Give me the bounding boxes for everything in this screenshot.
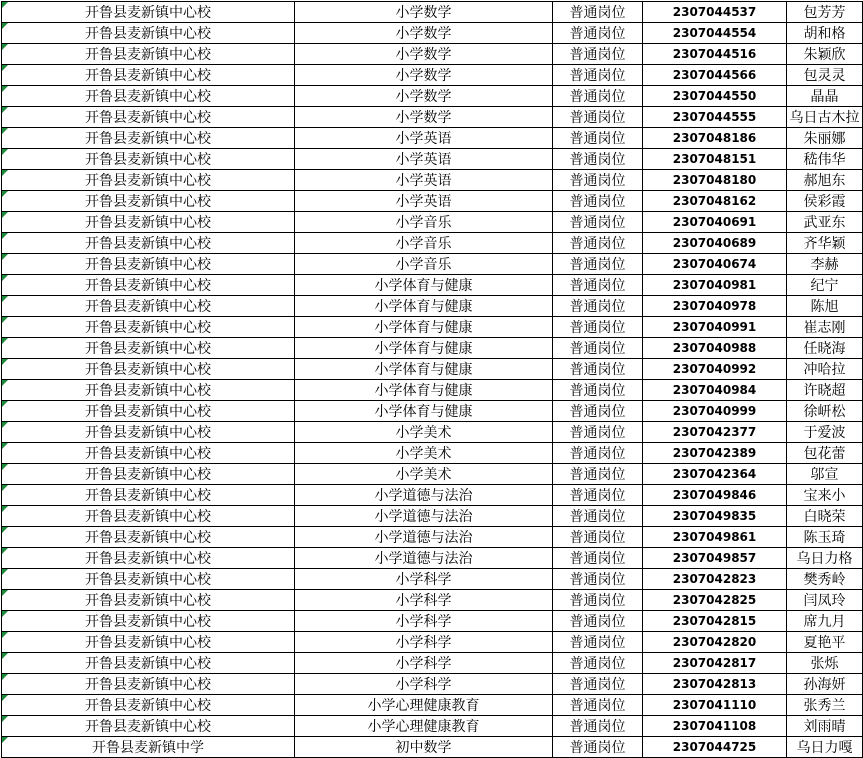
table-row (2, 317, 863, 338)
name-cell[interactable]: 于爱波 (787, 422, 863, 443)
subject-cell[interactable]: 小学道德与法治 (295, 527, 553, 548)
name-cell[interactable]: 晶晶 (787, 86, 863, 107)
school-cell[interactable]: 开鲁县麦新镇中心校 (2, 443, 295, 464)
results-table (1, 1, 863, 758)
position-type-cell[interactable]: 普通岗位 (553, 338, 643, 359)
exam-number-cell[interactable]: 2307044516 (643, 44, 787, 65)
position-type-cell[interactable]: 普通岗位 (553, 422, 643, 443)
school-cell[interactable]: 开鲁县麦新镇中心校 (2, 212, 295, 233)
position-type-cell[interactable]: 普通岗位 (553, 254, 643, 275)
position-type-cell[interactable]: 普通岗位 (553, 443, 643, 464)
exam-number-cell[interactable]: 2307044725 (643, 737, 787, 758)
table-row (2, 254, 863, 275)
table-row (2, 695, 863, 716)
table-row (2, 569, 863, 590)
position-type-cell[interactable]: 普通岗位 (553, 380, 643, 401)
subject-cell[interactable]: 小学科学 (295, 632, 553, 653)
table-row (2, 359, 863, 380)
school-cell[interactable]: 开鲁县麦新镇中心校 (2, 527, 295, 548)
exam-number-cell[interactable]: 2307042364 (643, 464, 787, 485)
school-cell[interactable]: 开鲁县麦新镇中心校 (2, 401, 295, 422)
school-cell[interactable]: 开鲁县麦新镇中心校 (2, 695, 295, 716)
name-cell[interactable]: 纪宁 (787, 275, 863, 296)
subject-cell[interactable]: 小学体育与健康 (295, 359, 553, 380)
school-cell[interactable]: 开鲁县麦新镇中心校 (2, 338, 295, 359)
subject-cell[interactable]: 小学数学 (295, 44, 553, 65)
position-type-cell[interactable]: 普通岗位 (553, 86, 643, 107)
table-row (2, 44, 863, 65)
position-type-cell[interactable]: 普通岗位 (553, 464, 643, 485)
exam-number-cell[interactable]: 2307042817 (643, 653, 787, 674)
position-type-cell[interactable]: 普通岗位 (553, 107, 643, 128)
position-type-cell[interactable]: 普通岗位 (553, 65, 643, 86)
table-row (2, 590, 863, 611)
table-row (2, 422, 863, 443)
table-row (2, 149, 863, 170)
school-cell[interactable]: 开鲁县麦新镇中心校 (2, 590, 295, 611)
name-cell[interactable]: 徐岍松 (787, 401, 863, 422)
position-type-cell[interactable]: 普通岗位 (553, 695, 643, 716)
name-cell[interactable]: 许晓超 (787, 380, 863, 401)
name-cell[interactable]: 包灵灵 (787, 65, 863, 86)
subject-cell[interactable]: 小学道德与法治 (295, 548, 553, 569)
table-row (2, 86, 863, 107)
name-cell[interactable]: 朱丽娜 (787, 128, 863, 149)
subject-cell[interactable]: 小学道德与法治 (295, 506, 553, 527)
exam-number-cell[interactable]: 2307040691 (643, 212, 787, 233)
exam-number-cell[interactable]: 2307048186 (643, 128, 787, 149)
name-cell[interactable]: 朱颖欣 (787, 44, 863, 65)
name-cell[interactable]: 刘雨晴 (787, 716, 863, 737)
table-row (2, 443, 863, 464)
school-cell[interactable]: 开鲁县麦新镇中心校 (2, 128, 295, 149)
school-cell[interactable]: 开鲁县麦新镇中心校 (2, 191, 295, 212)
position-type-cell[interactable]: 普通岗位 (553, 191, 643, 212)
table-row (2, 611, 863, 632)
subject-cell[interactable]: 小学体育与健康 (295, 338, 553, 359)
exam-number-cell[interactable]: 2307042823 (643, 569, 787, 590)
position-type-cell[interactable]: 普通岗位 (553, 401, 643, 422)
name-cell[interactable]: 李赫 (787, 254, 863, 275)
table-row (2, 485, 863, 506)
table-row (2, 548, 863, 569)
table-row (2, 23, 863, 44)
subject-cell[interactable]: 小学美术 (295, 422, 553, 443)
exam-number-cell[interactable]: 2307042389 (643, 443, 787, 464)
name-cell[interactable]: 樊秀岭 (787, 569, 863, 590)
subject-cell[interactable]: 小学体育与健康 (295, 401, 553, 422)
exam-number-cell[interactable]: 2307044554 (643, 23, 787, 44)
school-cell[interactable]: 开鲁县麦新镇中心校 (2, 170, 295, 191)
position-type-cell[interactable]: 普通岗位 (553, 317, 643, 338)
position-type-cell[interactable]: 普通岗位 (553, 233, 643, 254)
school-cell[interactable]: 开鲁县麦新镇中心校 (2, 653, 295, 674)
table-row (2, 191, 863, 212)
name-cell[interactable]: 侯彩霞 (787, 191, 863, 212)
position-type-cell[interactable]: 普通岗位 (553, 212, 643, 233)
exam-number-cell[interactable]: 2307040981 (643, 275, 787, 296)
table-row (2, 338, 863, 359)
name-cell[interactable]: 张秀兰 (787, 695, 863, 716)
exam-number-cell[interactable]: 2307041108 (643, 716, 787, 737)
table-row (2, 527, 863, 548)
school-cell[interactable]: 开鲁县麦新镇中心校 (2, 44, 295, 65)
school-cell[interactable]: 开鲁县麦新镇中心校 (2, 611, 295, 632)
school-cell[interactable]: 开鲁县麦新镇中心校 (2, 506, 295, 527)
name-cell[interactable]: 邬宣 (787, 464, 863, 485)
table-row (2, 737, 863, 758)
position-type-cell[interactable]: 普通岗位 (553, 485, 643, 506)
position-type-cell[interactable]: 普通岗位 (553, 632, 643, 653)
school-cell[interactable]: 开鲁县麦新镇中心校 (2, 86, 295, 107)
subject-cell[interactable]: 小学科学 (295, 590, 553, 611)
table-row (2, 65, 863, 86)
exam-number-cell[interactable]: 2307048162 (643, 191, 787, 212)
subject-cell[interactable]: 小学音乐 (295, 254, 553, 275)
position-type-cell[interactable]: 普通岗位 (553, 149, 643, 170)
position-type-cell[interactable]: 普通岗位 (553, 23, 643, 44)
subject-cell[interactable]: 小学科学 (295, 674, 553, 695)
table-row (2, 296, 863, 317)
exam-number-cell[interactable]: 2307040988 (643, 338, 787, 359)
exam-number-cell[interactable]: 2307040999 (643, 401, 787, 422)
name-cell[interactable]: 任晓海 (787, 338, 863, 359)
exam-number-cell[interactable]: 2307040992 (643, 359, 787, 380)
subject-cell[interactable]: 小学体育与健康 (295, 380, 553, 401)
school-cell[interactable]: 开鲁县麦新镇中心校 (2, 464, 295, 485)
subject-cell[interactable]: 小学英语 (295, 191, 553, 212)
subject-cell[interactable]: 小学心理健康教育 (295, 716, 553, 737)
exam-number-cell[interactable]: 2307044550 (643, 86, 787, 107)
name-cell[interactable]: 胡和格 (787, 23, 863, 44)
table-row (2, 233, 863, 254)
school-cell[interactable]: 开鲁县麦新镇中心校 (2, 317, 295, 338)
table-row (2, 464, 863, 485)
school-cell[interactable]: 开鲁县麦新镇中学 (2, 737, 295, 758)
name-cell[interactable]: 乌日古木拉 (787, 107, 863, 128)
exam-number-cell[interactable]: 2307044555 (643, 107, 787, 128)
position-type-cell[interactable]: 普通岗位 (553, 2, 643, 23)
exam-number-cell[interactable]: 2307042815 (643, 611, 787, 632)
exam-number-cell[interactable]: 2307048180 (643, 170, 787, 191)
name-cell[interactable]: 陈玉琦 (787, 527, 863, 548)
name-cell[interactable]: 席九月 (787, 611, 863, 632)
table-row (2, 275, 863, 296)
school-cell[interactable]: 开鲁县麦新镇中心校 (2, 23, 295, 44)
subject-cell[interactable]: 初中数学 (295, 737, 553, 758)
table-row (2, 380, 863, 401)
exam-number-cell[interactable]: 2307040689 (643, 233, 787, 254)
name-cell[interactable]: 嵇伟华 (787, 149, 863, 170)
school-cell[interactable]: 开鲁县麦新镇中心校 (2, 65, 295, 86)
school-cell[interactable]: 开鲁县麦新镇中心校 (2, 2, 295, 23)
table-row (2, 401, 863, 422)
exam-number-cell[interactable]: 2307049857 (643, 548, 787, 569)
position-type-cell[interactable]: 普通岗位 (553, 569, 643, 590)
exam-number-cell[interactable]: 2307044566 (643, 65, 787, 86)
school-cell[interactable]: 开鲁县麦新镇中心校 (2, 548, 295, 569)
school-cell[interactable]: 开鲁县麦新镇中心校 (2, 275, 295, 296)
table-row (2, 716, 863, 737)
exam-number-cell[interactable]: 2307042377 (643, 422, 787, 443)
subject-cell[interactable]: 小学科学 (295, 653, 553, 674)
subject-cell[interactable]: 小学科学 (295, 569, 553, 590)
school-cell[interactable]: 开鲁县麦新镇中心校 (2, 359, 295, 380)
exam-number-cell[interactable]: 2307042813 (643, 674, 787, 695)
position-type-cell[interactable]: 普通岗位 (553, 653, 643, 674)
exam-number-cell[interactable]: 2307040991 (643, 317, 787, 338)
name-cell[interactable]: 乌日力嘎 (787, 737, 863, 758)
subject-cell[interactable]: 小学体育与健康 (295, 296, 553, 317)
exam-number-cell[interactable]: 2307040674 (643, 254, 787, 275)
subject-cell[interactable]: 小学科学 (295, 611, 553, 632)
name-cell[interactable]: 宝来小 (787, 485, 863, 506)
name-cell[interactable]: 包花蕾 (787, 443, 863, 464)
school-cell[interactable]: 开鲁县麦新镇中心校 (2, 254, 295, 275)
school-cell[interactable]: 开鲁县麦新镇中心校 (2, 149, 295, 170)
school-cell[interactable]: 开鲁县麦新镇中心校 (2, 716, 295, 737)
exam-number-cell[interactable]: 2307041110 (643, 695, 787, 716)
exam-number-cell[interactable]: 2307042820 (643, 632, 787, 653)
table-row (2, 107, 863, 128)
school-cell[interactable]: 开鲁县麦新镇中心校 (2, 632, 295, 653)
position-type-cell[interactable]: 普通岗位 (553, 506, 643, 527)
name-cell[interactable]: 白晓荣 (787, 506, 863, 527)
exam-number-cell[interactable]: 2307049861 (643, 527, 787, 548)
position-type-cell[interactable]: 普通岗位 (553, 590, 643, 611)
name-cell[interactable]: 冲哈拉 (787, 359, 863, 380)
position-type-cell[interactable]: 普通岗位 (553, 716, 643, 737)
table-row (2, 170, 863, 191)
subject-cell[interactable]: 小学数学 (295, 107, 553, 128)
school-cell[interactable]: 开鲁县麦新镇中心校 (2, 674, 295, 695)
table-row (2, 674, 863, 695)
name-cell[interactable]: 陈旭 (787, 296, 863, 317)
subject-cell[interactable]: 小学美术 (295, 443, 553, 464)
table-row (2, 128, 863, 149)
exam-number-cell[interactable]: 2307040978 (643, 296, 787, 317)
position-type-cell[interactable]: 普通岗位 (553, 527, 643, 548)
subject-cell[interactable]: 小学英语 (295, 128, 553, 149)
table-row (2, 653, 863, 674)
position-type-cell[interactable]: 普通岗位 (553, 737, 643, 758)
subject-cell[interactable]: 小学美术 (295, 464, 553, 485)
name-cell[interactable]: 闫凤玲 (787, 590, 863, 611)
position-type-cell[interactable]: 普通岗位 (553, 128, 643, 149)
subject-cell[interactable]: 小学英语 (295, 149, 553, 170)
school-cell[interactable]: 开鲁县麦新镇中心校 (2, 569, 295, 590)
subject-cell[interactable]: 小学数学 (295, 86, 553, 107)
subject-cell[interactable]: 小学数学 (295, 2, 553, 23)
school-cell[interactable]: 开鲁县麦新镇中心校 (2, 422, 295, 443)
subject-cell[interactable]: 小学英语 (295, 170, 553, 191)
position-type-cell[interactable]: 普通岗位 (553, 359, 643, 380)
table-row (2, 632, 863, 653)
exam-number-cell[interactable]: 2307040984 (643, 380, 787, 401)
name-cell[interactable]: 郝旭东 (787, 170, 863, 191)
exam-number-cell[interactable]: 2307044537 (643, 2, 787, 23)
subject-cell[interactable]: 小学音乐 (295, 212, 553, 233)
position-type-cell[interactable]: 普通岗位 (553, 170, 643, 191)
exam-number-cell[interactable]: 2307048151 (643, 149, 787, 170)
school-cell[interactable]: 开鲁县麦新镇中心校 (2, 107, 295, 128)
position-type-cell[interactable]: 普通岗位 (553, 548, 643, 569)
subject-cell[interactable]: 小学数学 (295, 65, 553, 86)
subject-cell[interactable]: 小学音乐 (295, 233, 553, 254)
name-cell[interactable]: 齐华颖 (787, 233, 863, 254)
position-type-cell[interactable]: 普通岗位 (553, 275, 643, 296)
school-cell[interactable]: 开鲁县麦新镇中心校 (2, 233, 295, 254)
exam-number-cell[interactable]: 2307042825 (643, 590, 787, 611)
subject-cell[interactable]: 小学数学 (295, 23, 553, 44)
name-cell[interactable]: 乌日力格 (787, 548, 863, 569)
table-row (2, 506, 863, 527)
subject-cell[interactable]: 小学体育与健康 (295, 317, 553, 338)
exam-number-cell[interactable]: 2307049846 (643, 485, 787, 506)
position-type-cell[interactable]: 普通岗位 (553, 296, 643, 317)
exam-number-cell[interactable]: 2307049835 (643, 506, 787, 527)
name-cell[interactable]: 夏艳平 (787, 632, 863, 653)
school-cell[interactable]: 开鲁县麦新镇中心校 (2, 380, 295, 401)
subject-cell[interactable]: 小学道德与法治 (295, 485, 553, 506)
subject-cell[interactable]: 小学体育与健康 (295, 275, 553, 296)
name-cell[interactable]: 包芳芳 (787, 2, 863, 23)
position-type-cell[interactable]: 普通岗位 (553, 674, 643, 695)
school-cell[interactable]: 开鲁县麦新镇中心校 (2, 296, 295, 317)
position-type-cell[interactable]: 普通岗位 (553, 611, 643, 632)
subject-cell[interactable]: 小学心理健康教育 (295, 695, 553, 716)
name-cell[interactable]: 武亚东 (787, 212, 863, 233)
table-row (2, 212, 863, 233)
name-cell[interactable]: 崔志刚 (787, 317, 863, 338)
table-row (2, 2, 863, 23)
name-cell[interactable]: 张烁 (787, 653, 863, 674)
school-cell[interactable]: 开鲁县麦新镇中心校 (2, 485, 295, 506)
name-cell[interactable]: 孙海妍 (787, 674, 863, 695)
position-type-cell[interactable]: 普通岗位 (553, 44, 643, 65)
